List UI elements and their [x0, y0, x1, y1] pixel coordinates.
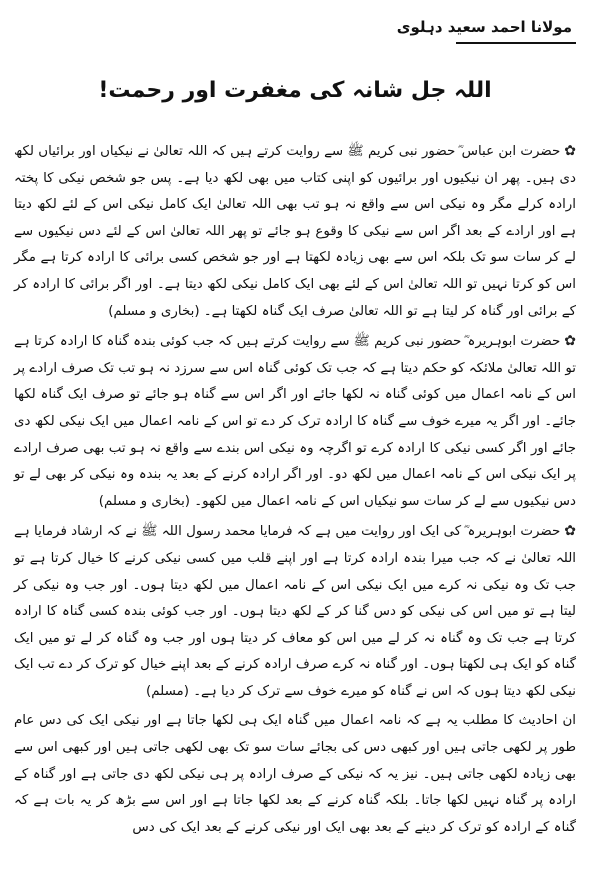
author-name: مولانا احمد سعید دہلوی [396, 18, 572, 36]
author-underline [456, 42, 576, 44]
paragraph-text: حضرت ابوہریرہ ؓ حضور نبی کریم ﷺ سے روایت کرتے ہیں کہ جب کوئی بندہ گناہ کا ارادہ کرتا ہے تو اللہ تعالیٰ ملائکہ کو حکم دیتا ہے کہ جب تک کوئی گناہ اس سے سرزد نہ ہو تب تک صرف ارادے پر اس کے نامہ اعمال میں کوئی گناہ نہ لکھا جائے اور اگر اس سے گناہ ہو جائے تو صرف ایک گناہ لکھا جائے۔ اور اگر یہ میرے خوف سے گناہ کا ارادہ ترک کر دے تو اس کے نامہ اعمال میں ایک نیکی لکھ دی جائے اور اگر کسی نیکی کا ارادہ کرے تو اگرچہ وہ نیکی اس بندے سے واقع نہ ہو تب بھی صرف ارادے پر ایک نیکی اس کے نامہ اعمال میں لکھ دو۔ اور اگر ارادہ کرنے کے بعد یہ بندہ وہ نیکی کر بھی لے تو دس نیکیوں سے لے کر سات سو نیکیاں اس کے نامہ اعمال میں لکھو۔ (بخاری و مسلم) [14, 334, 576, 509]
flower-ornament-icon: ✿ [564, 523, 576, 540]
flower-ornament-icon: ✿ [564, 333, 576, 350]
article-title: اللہ جل شانہ کی مغفرت اور رحمت! [98, 78, 492, 103]
paragraph-text: ان احادیث کا مطلب یہ ہے کہ نامہ اعمال میں گناہ ایک ہی لکھا جاتا ہے اور نیکی ایک کی دس عام طور پر لکھی جاتی ہیں اور کبھی دس کی بجائے سات سو تک بھی لکھی جاتی ہیں اور کبھی اس سے بھی زیادہ لکھی جاتی ہیں۔ نیز یہ کہ نیکی کے صرف ارادہ پر ہی نیکی لکھ دی جاتی ہے اور گناہ کے ارادہ پر گناہ نہیں لکھا جاتا۔ بلکہ گناہ کرنے کے بعد لکھا جاتا ہے اور اس سے بڑھ کر یہ بات ہے کہ گناہ کے ارادہ کو ترک کر دینے کے بعد بھی ایک اور نیکی کرنے کے بعد ایک کی دس [14, 713, 576, 835]
flower-ornament-icon: ✿ [564, 143, 576, 159]
hadith-paragraph-2 [14, 328, 576, 515]
hadith-paragraph-3 [14, 518, 576, 705]
article-body [14, 138, 576, 841]
hadith-paragraph-1 [14, 138, 576, 325]
paragraph-text: حضرت ابوہریرہ ؓ کی ایک اور روایت میں ہے کہ فرمایا محمد رسول اللہ ﷺ نے کہ ارشاد فرمایا ہے اللہ تعالیٰ نے کہ جب میرا بندہ ارادہ کرتا ہے اور اپنے قلب میں کسی نیکی کرنے کا خیال کرتا ہے تو جب تک وہ نیکی نہ کرے میں ایک نیکی اس کے نامہ اعمال میں لکھ دیتا ہوں۔ اور جب وہ نیکی کر لیتا ہے تو میں اس کی نیکی کو دس گنا کر کے لکھ دیتا ہوں۔ اور جب کوئی بندہ کسی گناہ کا ارادہ کرتا ہے جب تک وہ گناہ نہ کر لے میں اس کو معاف کر دیتا ہوں اور جب وہ گناہ کر لے تو میں ایک گناہ کو ایک ہی لکھتا ہوں۔ اور گناہ نہ کرے صرف ارادہ کرنے کے بعد اپنے خیال کو ترک کر دے تب ایک نیکی لکھ دیتا ہوں کہ اس نے گناہ کو میرے خوف سے ترک کر دیا ہے۔ (مسلم) [14, 524, 576, 699]
commentary-paragraph [14, 708, 576, 841]
paragraph-text: حضرت ابن عباس ؓ حضور نبی کریم ﷺ سے روایت کرتے ہیں کہ اللہ تعالیٰ نے نیکیاں اور برائیاں لکھ دی ہیں۔ پھر ان نیکیوں اور برائیوں کو اپنی کتاب میں بھی لکھ دیا ہے۔ پس جو شخص نیکی کا پختہ ارادہ کرلے مگر وہ نیکی اس سے واقع نہ ہو تب بھی اللہ تعالیٰ ایک کامل نیکی اس کے لئے لکھ دیتا ہے اور ارادے کے بعد اگر اس سے نیکی کا وقوع ہو جائے تو پھر اللہ تعالیٰ اس کے لئے دس نیکیوں سے لے کر سات سو تک بلکہ اس سے بھی زیادہ لکھتا ہے اور جو شخص کسی برائی کا ارادہ کرتا ہے مگر اس کو کرتا نہیں تو اللہ تعالیٰ اس کے لئے بھی ایک کامل نیکی لکھ دیتا ہے۔ اور اگر برائی کا ارادہ کر کے برائی اور گناہ کر لیتا ہے تو اللہ تعالیٰ صرف ایک گناہ لکھتا ہے۔ (بخاری و مسلم) [14, 144, 576, 319]
